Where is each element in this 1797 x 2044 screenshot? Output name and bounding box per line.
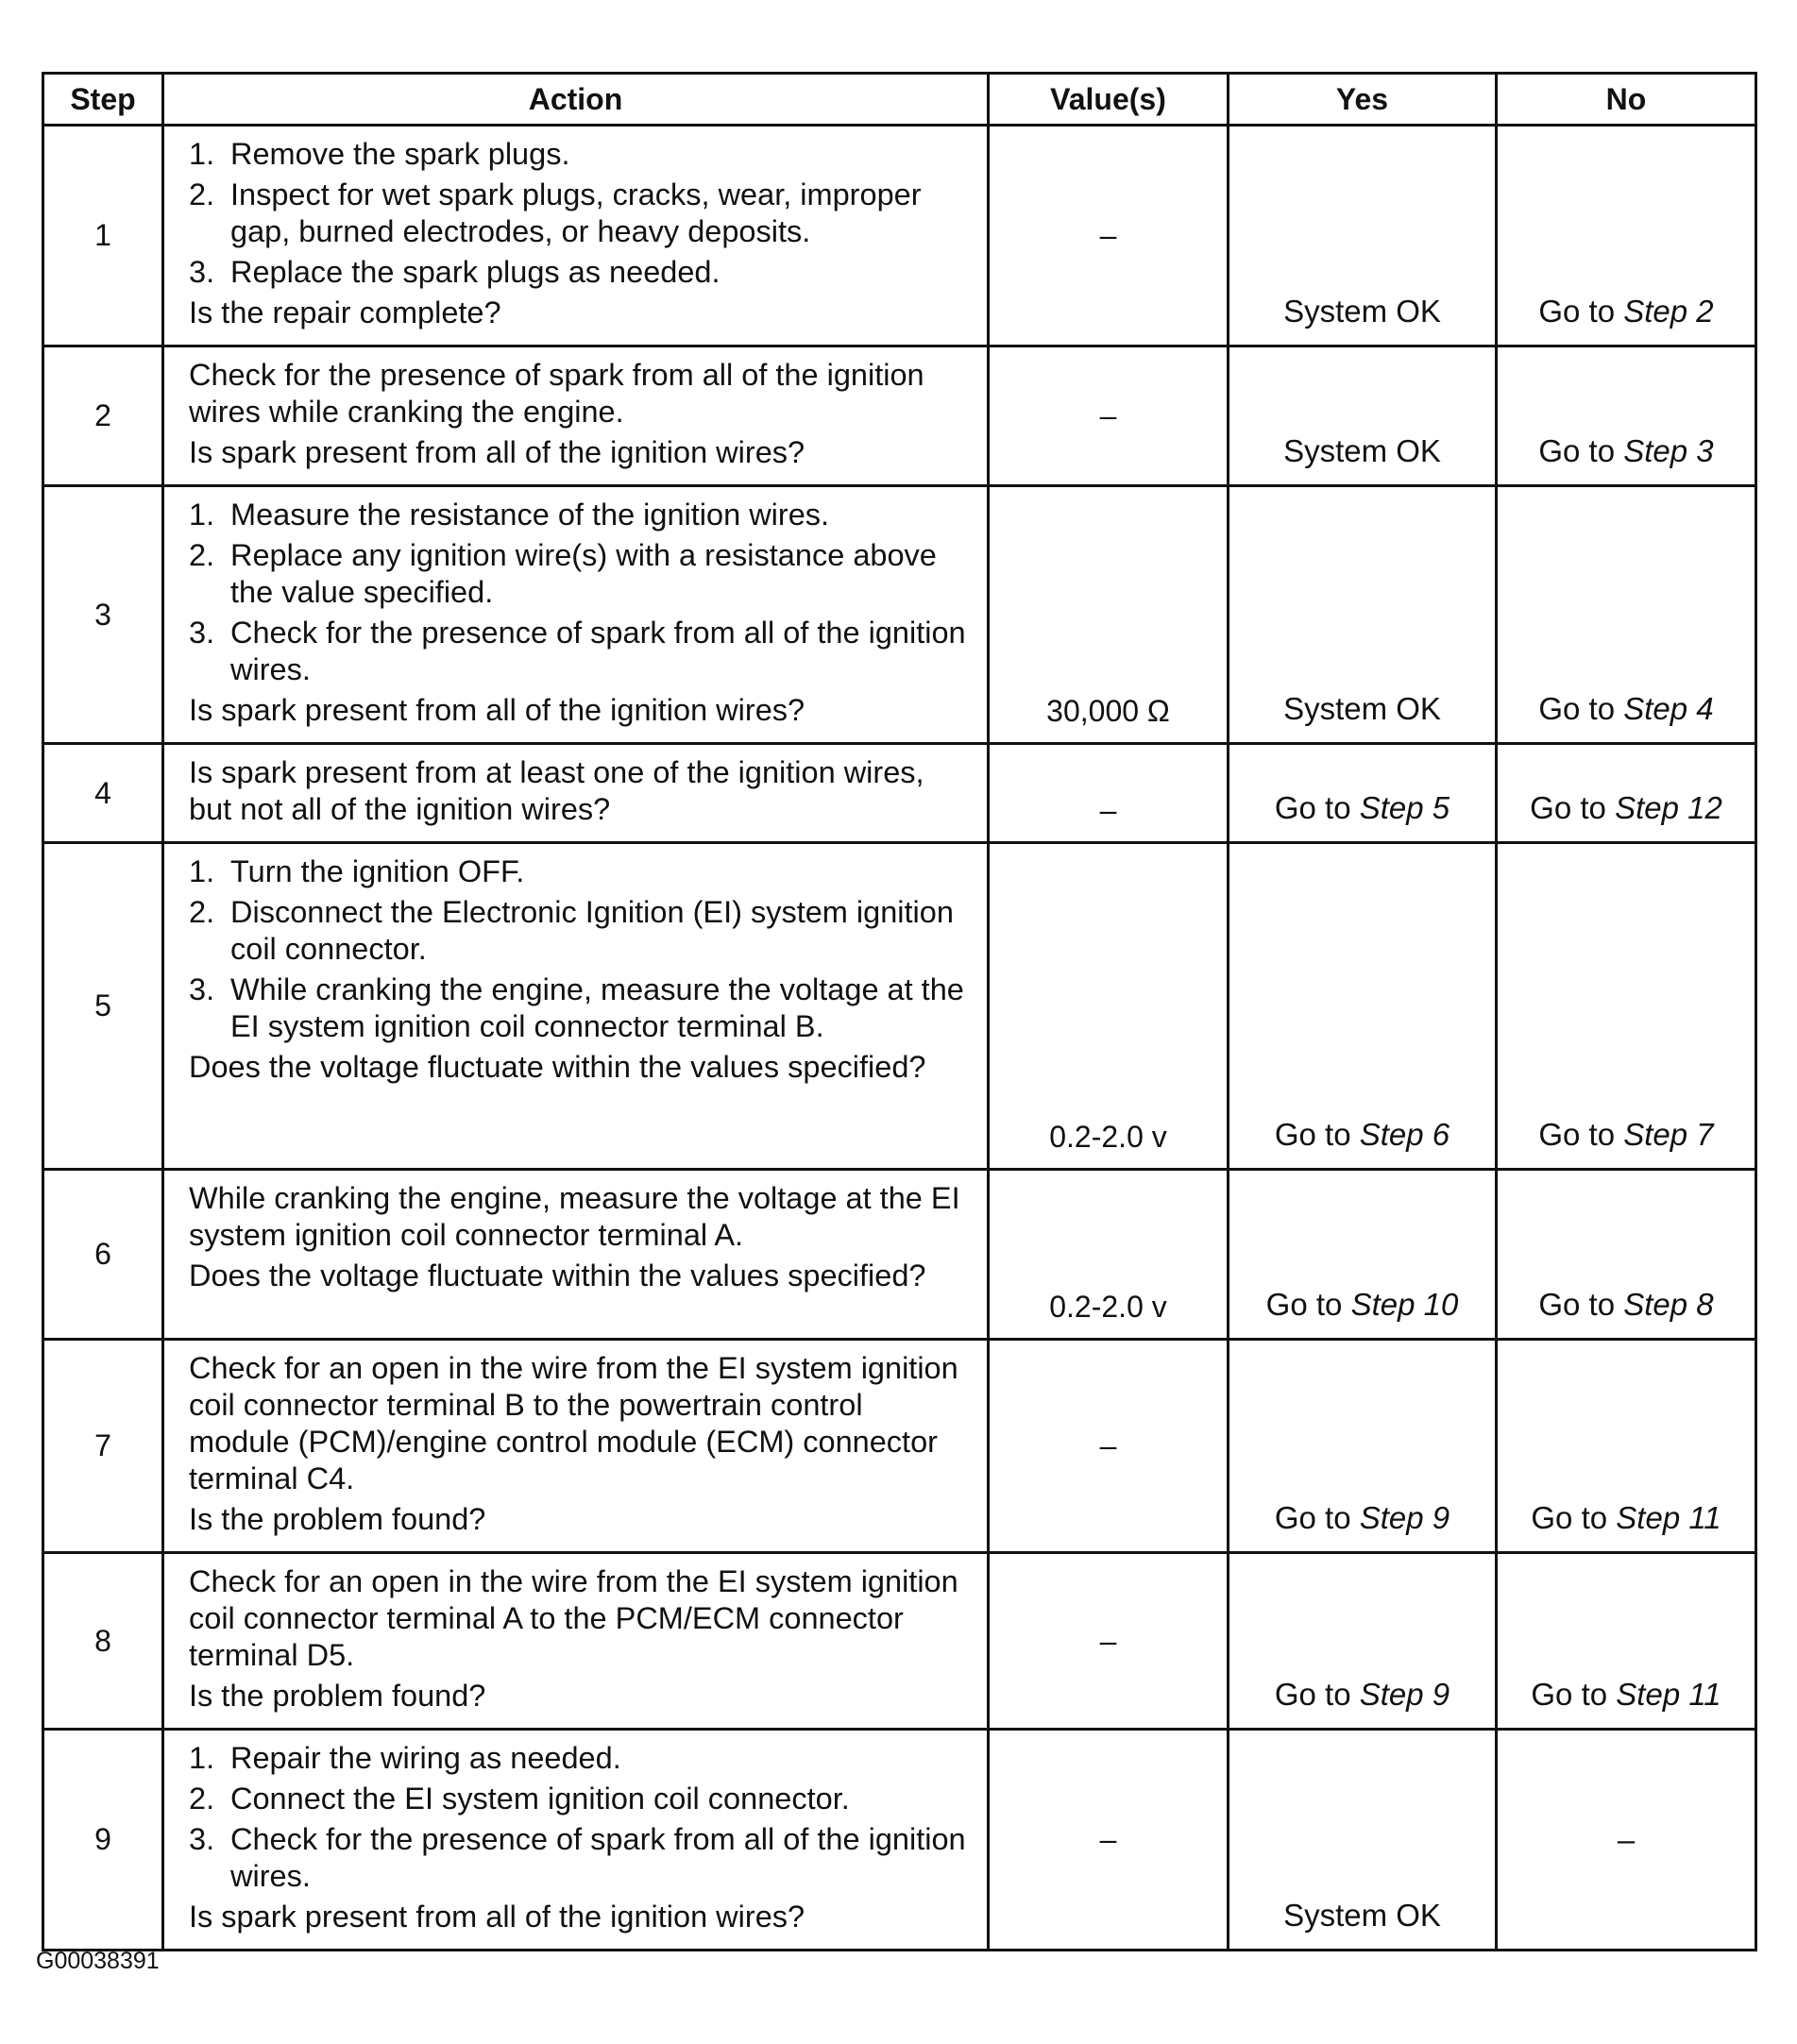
action-list-item — [189, 537, 970, 611]
action-question: Is spark present from all of the ignition wires? — [189, 1900, 805, 1934]
action-cell — [163, 346, 989, 486]
no-cell — [1497, 843, 1756, 1170]
list-number: 2. — [189, 1782, 215, 1816]
table-row — [43, 486, 1756, 744]
step-number: 5 — [43, 843, 163, 1170]
action-text: Check for an open in the wire from the EI system ignition coil connector terminal A to the PCM/ECM connector terminal D5. — [189, 1564, 958, 1672]
no-cell — [1497, 744, 1756, 843]
step-number: 1 — [43, 126, 163, 346]
yes-text: System OK — [1283, 294, 1441, 329]
yes-goto-prefix: Go to — [1274, 790, 1360, 825]
action-list-item — [189, 254, 970, 291]
list-number: 3. — [189, 616, 215, 650]
no-cell — [1497, 346, 1756, 486]
list-number: 1. — [189, 498, 215, 532]
list-item-text: Replace the spark plugs as needed. — [230, 255, 720, 289]
action-list-item — [189, 177, 970, 250]
table-row — [43, 1340, 1756, 1553]
header-values: Value(s) — [989, 74, 1229, 126]
list-number: 3. — [189, 972, 215, 1006]
yes-goto-step: Step 6 — [1359, 1117, 1450, 1152]
no-cell — [1497, 1170, 1756, 1340]
no-cell — [1497, 1340, 1756, 1553]
list-item-text: Check for the presence of spark from all of the ignition wires. — [230, 616, 966, 686]
no-goto-step: Step 12 — [1615, 790, 1722, 825]
no-goto-prefix: Go to — [1530, 790, 1616, 825]
action-cell — [163, 126, 989, 346]
yes-goto-prefix: Go to — [1274, 1677, 1360, 1712]
step-number: 8 — [43, 1553, 163, 1730]
action-list-item — [189, 894, 970, 968]
value-cell: – — [989, 1553, 1229, 1730]
list-number: 3. — [189, 255, 215, 289]
action-list-item — [189, 615, 970, 688]
no-goto-step: Step 3 — [1623, 433, 1714, 468]
no-goto-prefix: Go to — [1538, 1287, 1624, 1322]
action-cell — [163, 843, 989, 1170]
action-cell — [163, 1170, 989, 1340]
no-goto-prefix: Go to — [1538, 691, 1624, 726]
action-question: Is spark present from all of the ignition wires? — [189, 693, 805, 727]
value-cell: 30,000 Ω — [989, 486, 1229, 744]
yes-cell — [1229, 1730, 1497, 1951]
list-item-text: Replace any ignition wire(s) with a resistance above the value specified. — [230, 538, 937, 609]
action-cell — [163, 1553, 989, 1730]
no-cell — [1497, 126, 1756, 346]
step-number: 6 — [43, 1170, 163, 1340]
no-goto-prefix: Go to — [1538, 1117, 1624, 1152]
list-item-text: While cranking the engine, measure the voltage at the EI system ignition coil connector terminal B. — [230, 972, 964, 1043]
table-body — [43, 126, 1756, 1951]
step-number: 7 — [43, 1340, 163, 1553]
table-row — [43, 346, 1756, 486]
no-goto-step: Step 8 — [1623, 1287, 1714, 1322]
list-number: 1. — [189, 137, 215, 171]
list-item-text: Connect the EI system ignition coil connector. — [230, 1782, 850, 1816]
value-cell: – — [989, 1730, 1229, 1951]
action-text: While cranking the engine, measure the voltage at the EI system ignition coil connector terminal A. — [189, 1181, 960, 1252]
list-number: 1. — [189, 854, 215, 888]
table-row — [43, 1730, 1756, 1951]
yes-goto-prefix: Go to — [1274, 1117, 1360, 1152]
action-list-item — [189, 1821, 970, 1895]
table-row — [43, 1170, 1756, 1340]
value-cell: – — [989, 126, 1229, 346]
list-item-text: Measure the resistance of the ignition wires. — [230, 498, 830, 532]
list-item-text: Check for the presence of spark from all of the ignition wires. — [230, 1822, 966, 1893]
yes-text: System OK — [1283, 433, 1441, 468]
list-item-text: Disconnect the Electronic Ignition (EI) system ignition coil connector. — [230, 895, 954, 966]
header-no: No — [1497, 74, 1756, 126]
action-list-item — [189, 136, 970, 173]
action-list-item — [189, 497, 970, 533]
list-number: 2. — [189, 538, 215, 572]
yes-goto-step: Step 10 — [1350, 1287, 1459, 1322]
figure-id: G00038391 — [36, 1948, 160, 1974]
yes-goto-prefix: Go to — [1274, 1500, 1360, 1535]
yes-text: System OK — [1283, 691, 1441, 726]
action-question: Is the problem found? — [189, 1502, 486, 1536]
action-list-item — [189, 971, 970, 1045]
action-question: Is spark present from at least one of the ignition wires, but not all of the ignition wires? — [189, 755, 924, 826]
yes-cell — [1229, 843, 1497, 1170]
no-goto-prefix: Go to — [1531, 1677, 1617, 1712]
no-text: – — [1617, 1822, 1636, 1857]
value-cell: 0.2-2.0 v — [989, 1170, 1229, 1340]
yes-goto-step: Step 9 — [1359, 1677, 1450, 1712]
yes-cell — [1229, 1340, 1497, 1553]
value-cell: – — [989, 744, 1229, 843]
no-goto-prefix: Go to — [1538, 294, 1624, 329]
action-list-item — [189, 1740, 970, 1777]
action-cell — [163, 744, 989, 843]
no-goto-step: Step 11 — [1616, 1677, 1721, 1712]
action-text: Check for an open in the wire from the EI system ignition coil connector terminal B to the powertrain control module (PCM)/engine control module (ECM) connector terminal C4. — [189, 1351, 958, 1495]
header-yes: Yes — [1229, 74, 1497, 126]
yes-text: System OK — [1283, 1898, 1441, 1933]
list-item-text: Inspect for wet spark plugs, cracks, wear, improper gap, burned electrodes, or heavy deposits. — [230, 177, 922, 248]
step-number: 3 — [43, 486, 163, 744]
header-row — [43, 74, 1756, 126]
list-item-text: Remove the spark plugs. — [230, 137, 570, 171]
yes-cell — [1229, 346, 1497, 486]
no-goto-step: Step 7 — [1623, 1117, 1714, 1152]
no-goto-step: Step 4 — [1623, 691, 1714, 726]
header-action: Action — [163, 74, 989, 126]
action-question: Is the problem found? — [189, 1679, 486, 1713]
value-cell: – — [989, 1340, 1229, 1553]
no-cell — [1497, 1730, 1756, 1951]
yes-cell — [1229, 1170, 1497, 1340]
action-question: Is the repair complete? — [189, 296, 501, 329]
no-goto-step: Step 2 — [1623, 294, 1714, 329]
action-list-item — [189, 1781, 970, 1817]
yes-goto-prefix: Go to — [1265, 1287, 1351, 1322]
list-number: 2. — [189, 177, 215, 211]
action-question: Does the voltage fluctuate within the values specified? — [189, 1050, 926, 1084]
table-row — [43, 1553, 1756, 1730]
yes-cell — [1229, 486, 1497, 744]
list-item-text: Repair the wiring as needed. — [230, 1741, 621, 1775]
step-number: 9 — [43, 1730, 163, 1951]
header-step: Step — [43, 74, 163, 126]
table-row — [43, 843, 1756, 1170]
table-row — [43, 126, 1756, 346]
no-goto-step: Step 11 — [1616, 1500, 1721, 1535]
diagnostic-table — [42, 72, 1757, 1951]
list-number: 1. — [189, 1741, 215, 1775]
no-goto-prefix: Go to — [1531, 1500, 1617, 1535]
action-question: Does the voltage fluctuate within the values specified? — [189, 1258, 926, 1292]
yes-goto-step: Step 5 — [1359, 790, 1450, 825]
list-number: 2. — [189, 895, 215, 929]
no-goto-prefix: Go to — [1538, 433, 1624, 468]
no-cell — [1497, 1553, 1756, 1730]
action-cell — [163, 1340, 989, 1553]
table-row — [43, 744, 1756, 843]
value-cell: 0.2-2.0 v — [989, 843, 1229, 1170]
action-cell — [163, 1730, 989, 1951]
action-list-item — [189, 853, 970, 890]
step-number: 2 — [43, 346, 163, 486]
yes-cell — [1229, 126, 1497, 346]
list-number: 3. — [189, 1822, 215, 1856]
action-text: Check for the presence of spark from all of the ignition wires while cranking the engine. — [189, 358, 924, 429]
step-number: 4 — [43, 744, 163, 843]
yes-cell — [1229, 1553, 1497, 1730]
yes-goto-step: Step 9 — [1359, 1500, 1450, 1535]
yes-cell — [1229, 744, 1497, 843]
value-cell: – — [989, 346, 1229, 486]
no-cell — [1497, 486, 1756, 744]
action-cell — [163, 486, 989, 744]
list-item-text: Turn the ignition OFF. — [230, 854, 525, 888]
action-question: Is spark present from all of the ignition wires? — [189, 435, 805, 469]
